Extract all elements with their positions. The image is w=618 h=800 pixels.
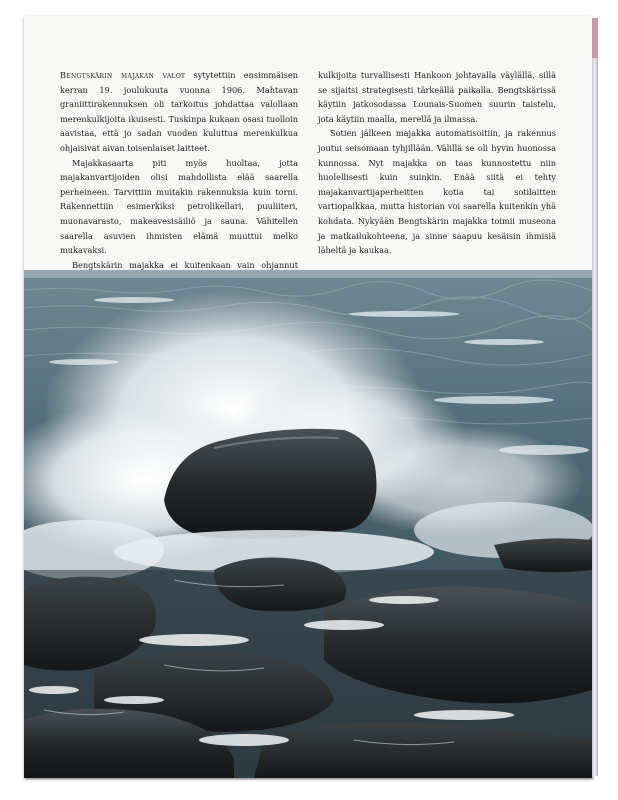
paragraph-1-body: sytytettiin ensimmäisen kerran 19. joulukuuta vuonna 1906. Mahtavan graniittirakennuksen oli tarkoitus johdattaa valollaan merenkulkijoita ikuisesti. Tuskinpa kukaan osasi tuolloin aavistaa, että jo sadan vuoden kuluttua merenkulkua ohjaisivat aivan toisenlaiset laitteet. (60, 70, 298, 153)
text-area (24, 16, 592, 270)
sea-rock-photo (24, 270, 592, 778)
paragraph-2: Majakkasaarta piti myös huoltaa, jotta majakanvartijoiden olisi mahdollista elää saarella perheineen. Tarvittiin muitakin rakennuksia kuin torni. Rakennettiin esimerkiksi petrolikellari, puuliiteri, muonavarasto, makeavesisäiliö ja sauna. Vähitellen saarella asuvien ihmisten elämä muuttui melko mukavaksi. (60, 157, 298, 256)
book-spine-accent (592, 18, 598, 58)
paragraph-4: kulkijoita turvallisesti Hankoon johtavalla väylällä, sillä se sijaitsi strategisesti tärkeällä paikalla. Bengtskärissä käytiin jatkosodassa Lounais-Suomen suurin taistelu, jota käytiin maalla, merellä ja ilmassa. (318, 70, 556, 124)
text-column-right (318, 68, 556, 258)
paragraph-5: Sotien jälkeen majakka automatisoitiin, ja rakennus joutui seisomaan tyhjillään. Välillä se oli hyvin huonossa kunnossa. Nyt majakka on taas kunnostettu niin huolellisesti kuin suinkin. Enää siitä ei tehty majakanvartijaperheitten kotia tai sotilaitten vartiopaikkaa, mutta historian voi saarella kuitenkin yhä kohdata. Nykyään Bengtskärin majakka toimii museona ja matkailukohteena, ja sinne saapuu kesäisin ihmisiä läheltä ja kaukaa. (318, 128, 556, 256)
book-back-cover (24, 16, 592, 778)
paragraph-1 (60, 68, 298, 156)
paragraph-3: Bengtskärin majakka ei kuitenkaan vain ohjannut (72, 259, 298, 270)
book-spine-edge (592, 18, 598, 776)
photo-illustration (24, 270, 592, 778)
text-column-left (60, 68, 298, 287)
lead-small-caps: Bengtskärin majakan valot (60, 70, 186, 80)
